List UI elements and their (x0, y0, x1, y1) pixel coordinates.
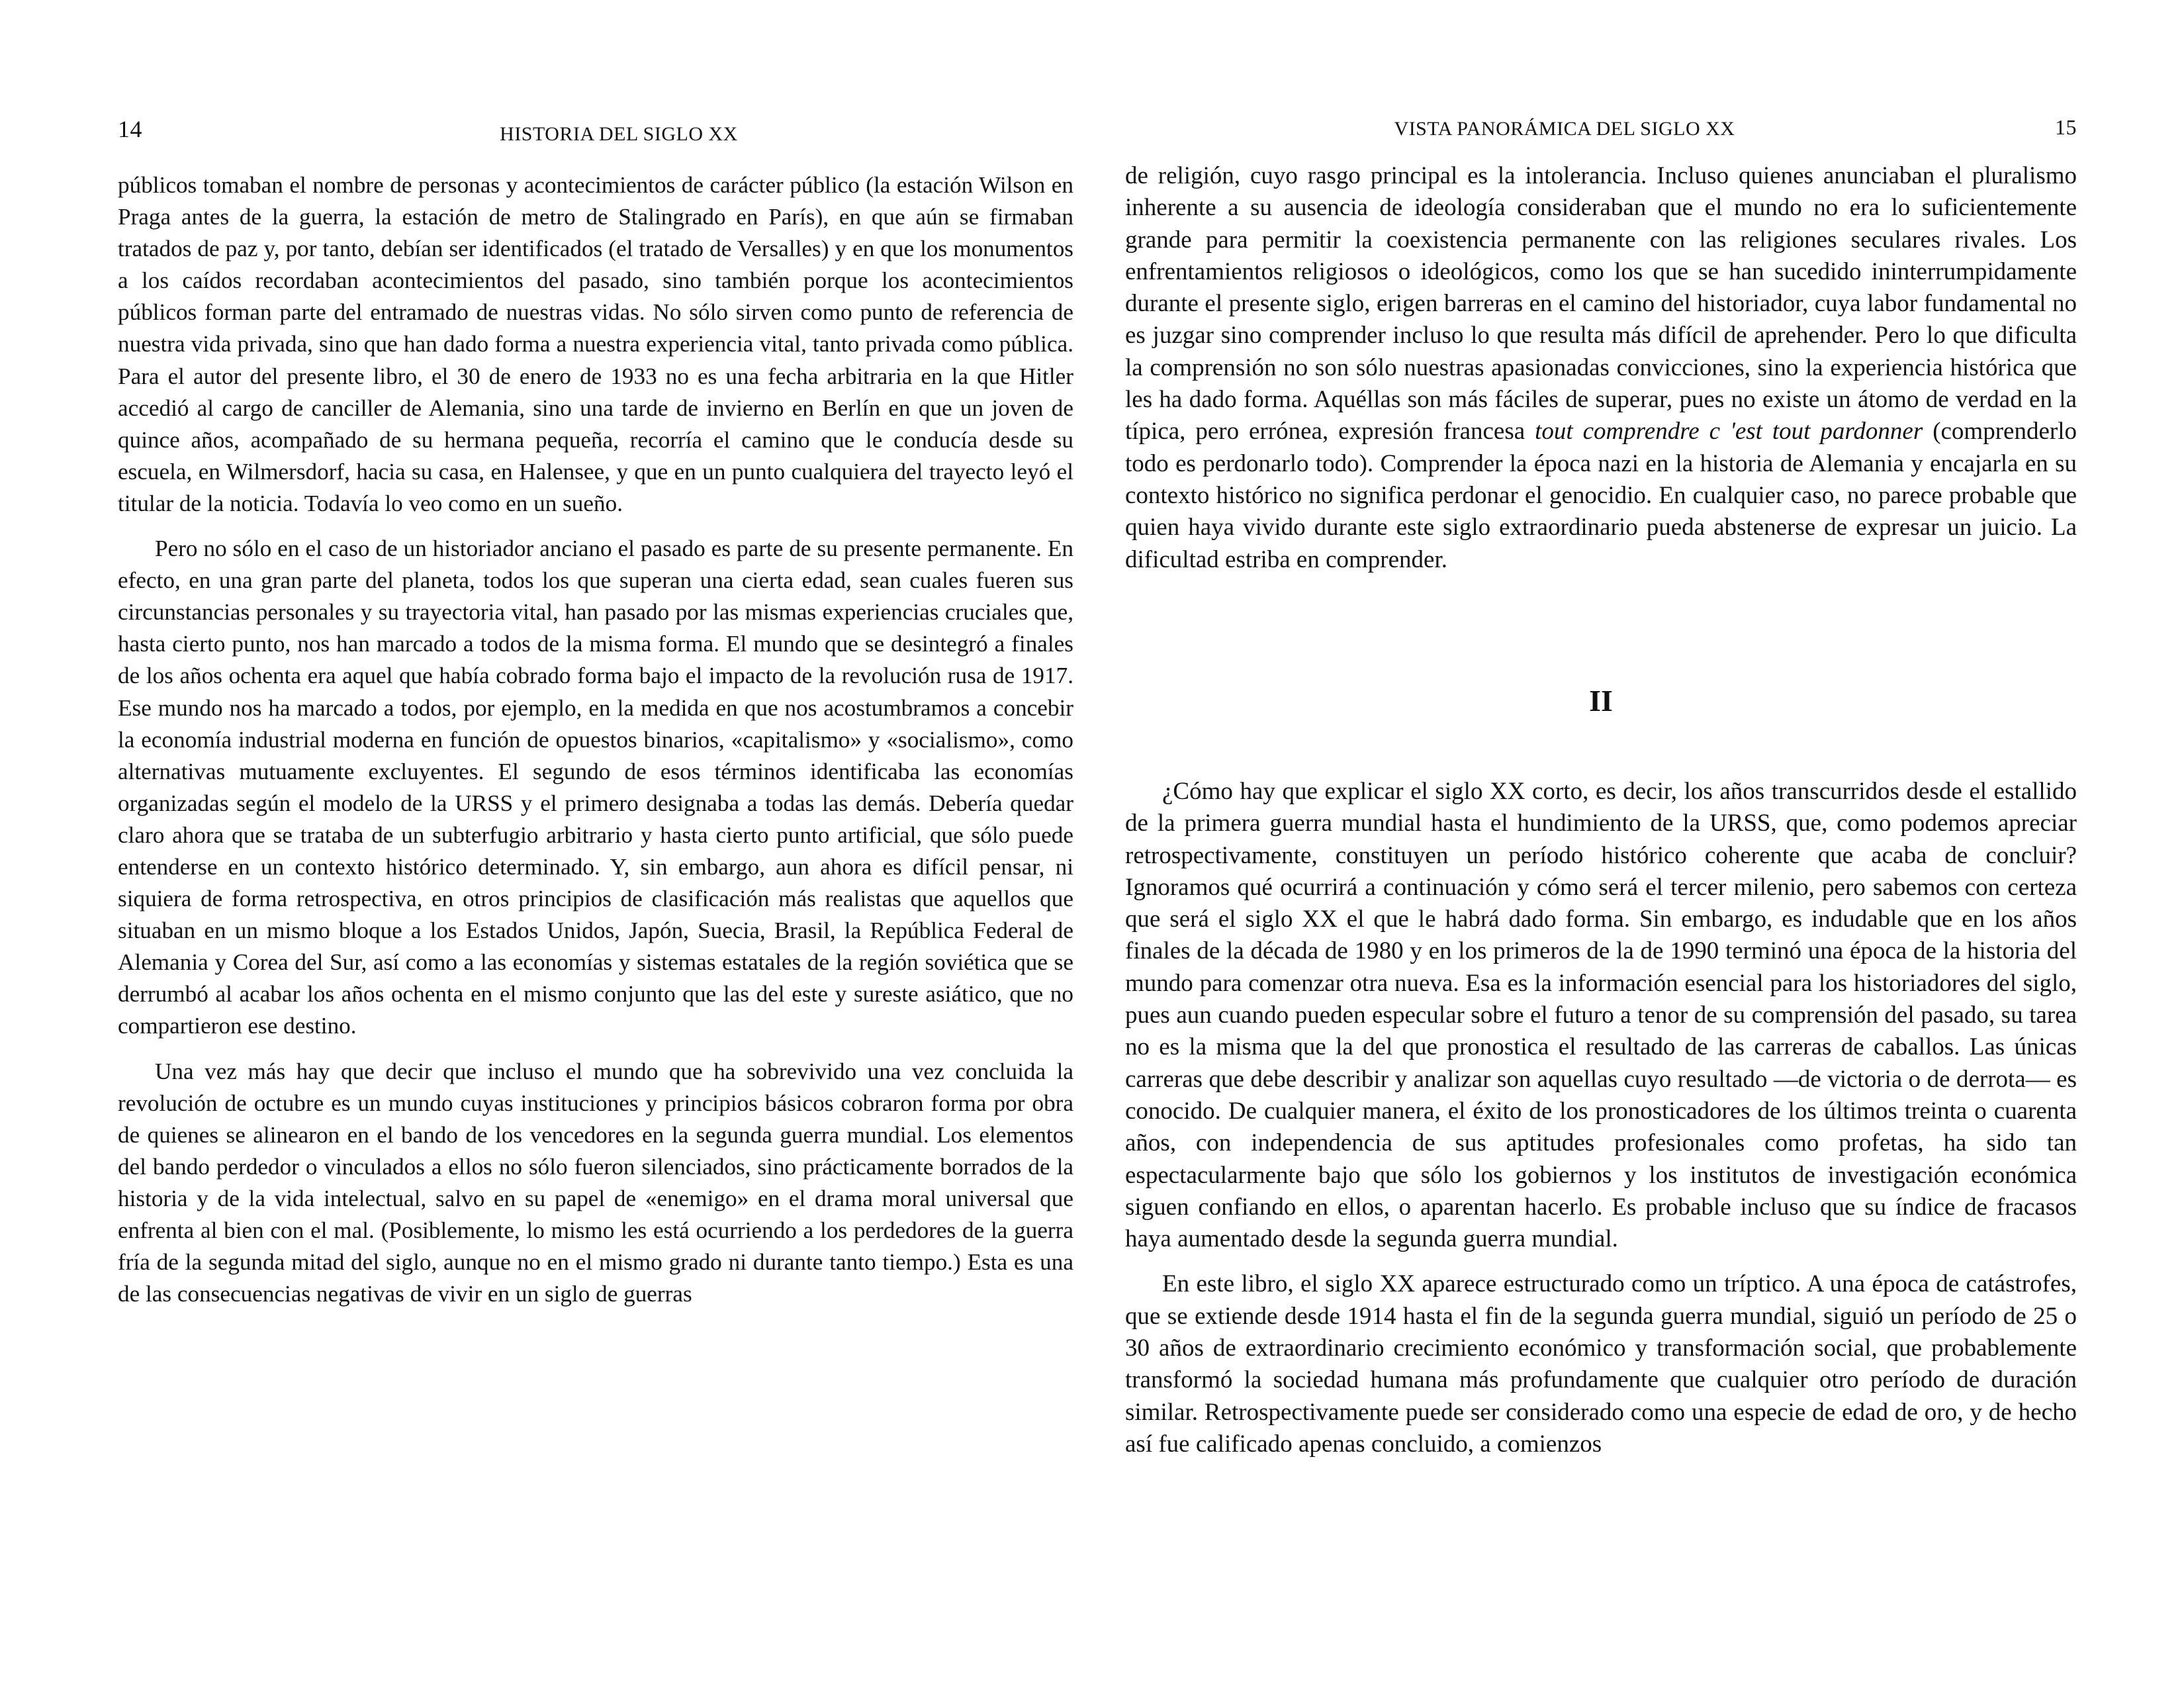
right-running-head (1125, 115, 2077, 151)
left-paragraph-3: Una vez más hay que decir que incluso el mundo que ha sobrevivido una vez concluida la revolución de octubre es un mundo cuyas instituciones y principios básicos cobraron forma por obra de quienes se alinearon en el bando de los vencedores en la segunda guerra mundial. Los elementos del bando perdedor o vinculados a ellos no sólo fueron silenciados, sino prácticamente borrados de la historia y de la vida intelectual, salvo en su papel de «enemigo» en el drama moral universal que enfrenta al bien con el mal. (Posiblemente, lo mismo les está ocurriendo a los perdedores de la guerra fría de la segunda mitad del siglo, aunque no en el mismo grado ni durante tanto tiempo.) Esta es una de las consecuencias negativas de vivir en un siglo de guerras (118, 1058, 1073, 1307)
left-running-title: HISTORIA DEL SIGLO XX (500, 123, 738, 145)
right-paragraph-1-part-b: (comprenderlo todo es perdonarlo todo). Comprender la época nazi en la historia de Alemania y encajarla en su contexto histórico no significa perdonar el genocidio. En cualquier caso, no parece probable que quien haya vivido durante este siglo extraordinario pueda abstenerse de expresar un juicio. La dificultad estriba en comprender. (1125, 418, 2077, 573)
left-running-head (118, 118, 1073, 151)
left-paragraph-2: Pero no sólo en el caso de un historiador anciano el pasado es parte de su presente permanente. En efecto, en una gran parte del planeta, todos los que superan una cierta edad, sean cuales fueren sus circunstancias personales y su trayectoria vital, han pasado por las mismas experiencias cruciales que, hasta cierto punto, nos han marcado a todos de la misma forma. El mundo que se desintegró a finales de los años ochenta era aquel que había cobrado forma bajo el impacto de la revolución rusa de 1917. Ese mundo nos ha marcado a todos, por ejemplo, en la medida en que nos acostumbramos a concebir la economía industrial moderna en función de opuestos binarios, «capitalismo» y «socialismo», como alternativas mutuamente excluyentes. El segundo de esos términos identificaba las economías organizadas según el modelo de la URSS y el primero designaba a todas las demás. Debería quedar claro ahora que se trataba de un subterfugio arbitrario y hasta cierto punto artificial, que sólo puede entenderse en un contexto histórico determinado. Y, sin embargo, aun ahora es difícil pensar, ni siquiera de forma retrospectiva, en otros principios de clasificación más realistas que aquellos que situaban en un mismo bloque a los Estados Unidos, Japón, Suecia, Brasil, la República Federal de Alemania y Corea del Sur, así como a las economías y sistemas estatales de la región soviética que se derrumbó al acabar los años ochenta en el mismo conjunto que las del este y sureste asiático, que no compartieron ese destino. (118, 536, 1073, 1039)
left-paragraph-1: públicos tomaban el nombre de personas y acontecimientos de carácter público (la estación Wilson en Praga antes de la guerra, la estación de metro de Stalingrado en París), en que aún se firmaban tratados de paz y, por tanto, debían ser identificados (el tratado de Versalles) y en que los monumentos a los caídos recordaban acontecimientos del pasado, sino también porque los acontecimientos públicos forman parte del entramado de nuestras vidas. No sólo sirven como punto de referencia de nuestra vida privada, sino que han dado forma a nuestra experiencia vital, tanto privada como pública. Para el autor del presente libro, el 30 de enero de 1933 no es una fecha arbitraria en la que Hitler accedió al cargo de canciller de Alemania, sino una tarde de invierno en Berlín en que un joven de quince años, acompañado de su hermana pequeña, recorría el camino que le conducía desde su escuela, en Wilmersdorf, hacia su casa, en Halensee, y que en un punto cualquiera del trayecto leyó el titular de la noticia. Todavía lo veo como en un sueño. (118, 172, 1073, 516)
right-paragraph-1-part-a: de religión, cuyo rasgo principal es la intolerancia. Incluso quienes anunciaban el pluralismo inherente a su ausencia de ideología consideraban que el mundo no era lo suficientemente grande para permitir la coexistencia permanente con las religiones seculares rivales. Los enfrentamientos religiosos o ideológicos, como los que se han sucedido ininterrumpidamente durante el presente siglo, erigen barreras en el camino del historiador, cuya labor fundamental no es juzgar sino comprender incluso lo que resulta más difícil de aprehender. Pero lo que dificulta la comprensión no son sólo nuestras apasionadas convicciones, sino la experiencia histórica que les ha dado forma. Aquéllas son más fáciles de superar, pues no existe un átomo de verdad en la típica, pero errónea, expresión francesa (1125, 162, 2077, 445)
right-page-number: 15 (2055, 115, 2077, 139)
right-paragraph-3: En este libro, el siglo XX aparece estructurado como un tríptico. A una época de catástrofes, que se extiende desde 1914 hasta el fin de la segunda guerra mundial, siguió un período de 25 o 30 años de extraordinario crecimiento económico y transformación social, que probablemente transformó la sociedad humana más profundamente que cualquier otro período de duración similar. Retrospectivamente puede ser considerado como una especie de edad de oro, y de hecho así fue calificado apenas concluido, a comienzos (1125, 1270, 2077, 1458)
french-quote: tout comprendre c 'est tout pardonner (1535, 418, 1923, 445)
right-body-text-bottom (1125, 776, 2077, 1460)
left-body-text (118, 169, 1073, 1310)
right-paragraph-1 (1125, 160, 2077, 576)
right-body-text-top (1125, 160, 2077, 576)
right-paragraph-2: ¿Cómo hay que explicar el siglo XX corto, es decir, los años transcurridos desde el estallido de la primera guerra mundial hasta el hundimiento de la URSS, que, como podemos apreciar retrospectivamente, constituyen un período histórico coherente que acaba de concluir? Ignoramos qué ocurrirá a continuación y cómo será el tercer milenio, pero sabemos con certeza que será el siglo XX el que le habrá dado forma. Sin embargo, es indudable que en los años finales de la década de 1980 y en los primeros de la de 1990 terminó una época de la historia del mundo para comenzar otra nueva. Esa es la información esencial para los historiadores del siglo, pues aun cuando pueden especular sobre el futuro a tenor de su comprensión del pasado, su tarea no es la misma que la del que pronostica el resultado de las carreras de caballos. Las únicas carreras que debe describir y analizar son aquellas cuyo resultado —de victoria o de derrota— es conocido. De cualquier manera, el éxito de los pronosticadores de los últimos treinta o cuarenta años, con independencia de sus aptitudes profesionales como profetas, ha sido tan espectacularmente bajo que sólo los gobiernos y los institutos de investigación económica siguen confiando en ellos, o aparentan hacerlo. Es probable incluso que su índice de fracasos haya aumentado desde la segunda guerra mundial. (1125, 778, 2077, 1253)
left-page-number: 14 (118, 116, 142, 142)
right-page (1125, 0, 2077, 1688)
left-page (118, 0, 1073, 1688)
right-running-title: VISTA PANORÁMICA DEL SIGLO XX (1394, 118, 1735, 140)
section-heading-numeral: II (1589, 684, 1613, 718)
